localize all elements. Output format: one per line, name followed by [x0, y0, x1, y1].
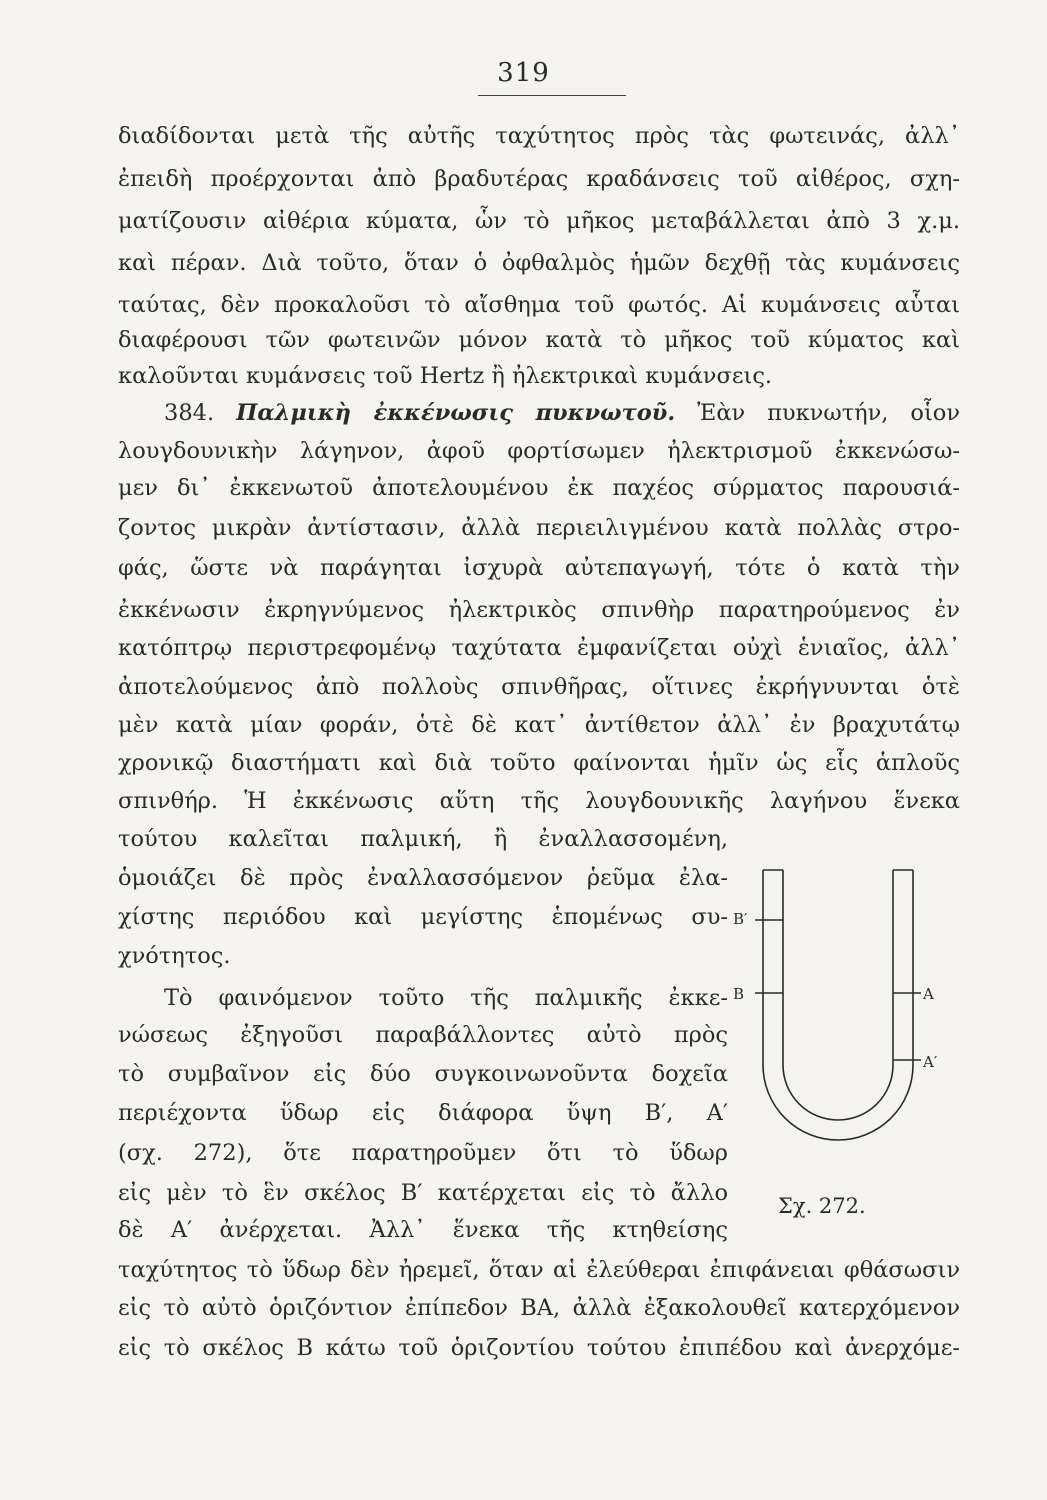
text-line: διαδίδονται μετὰ τῆς αὐτῆς ταχύτητος πρὸς τὰς φωτεινάς, ἀλλ᾽: [118, 123, 960, 149]
text-line: περιέχοντα ὕδωρ εἰς διάφορα ὕψη Β′, Α′: [118, 1100, 728, 1126]
text-line: εἰς τὸ σκέλος Β κάτω τοῦ ὁριζοντίου τούτου ἐπιπέδου καὶ ἀνερχόμε-: [118, 1335, 960, 1361]
label-a-prime: Α′: [923, 1053, 938, 1071]
text-line: δὲ Α′ ἀνέρχεται. Ἀλλ᾽ ἕνεκα τῆς κτηθείσης: [118, 1217, 728, 1243]
text-line: νώσεως ἐξηγοῦσι παραβάλλοντες αὐτὸ πρὸς: [118, 1022, 728, 1048]
text-line: (σχ. 272), ὅτε παρατηροῦμεν ὅτι τὸ ὕδωρ: [118, 1140, 728, 1166]
text-line: χίστης περιόδου καὶ μεγίστης ἑπομένως συ-: [118, 904, 728, 930]
text-line: λουγδουνικὴν λάγηνον, ἀφοῦ φορτίσωμεν ἠλεκτρισμοῦ ἐκκενώσω-: [118, 438, 960, 464]
section-first-line: Ἐὰν πυκνωτήν, οἷον: [697, 400, 960, 426]
text-line: ἀποτελούμενος ἀπὸ πολλοὺς σπινθῆρας, οἵτινες ἐκρήγνυνται ὁτὲ: [118, 674, 960, 700]
text-line: ὁμοιάζει δὲ πρὸς ἐναλλασσόμενον ῥεῦμα ἐλα-: [118, 865, 728, 891]
text-line: ταχύτητος τὸ ὕδωρ δὲν ἠρεμεῖ, ὅταν αἱ ἐλεύθεραι ἐπιφάνειαι φθάσωσιν: [118, 1257, 960, 1283]
text-line: εἰς μὲν τὸ ἓν σκέλος Β′ κατέρχεται εἰς τὸ ἄλλο: [118, 1180, 728, 1206]
text-line: ἐπειδὴ προέρχονται ἀπὸ βραδυτέρας κραδάνσεις τοῦ αἰθέρος, σχη-: [118, 166, 960, 192]
text-line: χρονικῷ διαστήματι καὶ διὰ τοῦτο φαίνονται ἡμῖν ὡς εἷς ἁπλοῦς: [118, 750, 960, 776]
text-line: ταύτας, δὲν προκαλοῦσι τὸ αἴσθημα τοῦ φωτός. Αἱ κυμάνσεις αὗται: [118, 292, 960, 318]
u-tube-drawing: [725, 860, 950, 1160]
page-number: 319: [497, 58, 550, 88]
figure-u-tube: [725, 860, 950, 1230]
text-line: τὸ συμβαῖνον εἰς δύο συγκοινωνοῦντα δοχεῖα: [118, 1061, 728, 1087]
text-line: καλοῦνται κυμάνσεις τοῦ Hertz ἢ ἠλεκτρικαὶ κυμάνσεις.: [118, 363, 773, 389]
section-heading-line: [118, 395, 960, 431]
text-line: σπινθήρ. Ἡ ἐκκένωσις αὕτη τῆς λουγδουνικῆς λαγήνου ἕνεκα: [118, 788, 960, 814]
label-a: Α: [923, 985, 934, 1003]
text-line: μεν δι᾽ ἐκκενωτοῦ ἀποτελουμένου ἐκ παχέος σύρματος παρουσιά-: [118, 475, 960, 501]
text-line: ἐκκένωσιν ἐκρηγνύμενος ἠλεκτρικὸς σπινθὴρ παρατηρούμενος ἐν: [118, 597, 960, 623]
text-line: εἰς τὸ αὐτὸ ὁριζόντιον ἐπίπεδον ΒΑ, ἀλλὰ ἐξακολουθεῖ κατερχόμενον: [118, 1295, 960, 1321]
text-line: μὲν κατὰ μίαν φοράν, ὁτὲ δὲ κατ᾽ ἀντίθετον ἀλλ᾽ ἐν βραχυτάτῳ: [118, 712, 960, 738]
text-line: ζοντος μικρὰν ἀντίστασιν, ἀλλὰ περιειλιγμένου κατὰ πολλὰς στρο-: [118, 515, 960, 541]
text-line: τούτου καλεῖται παλμική, ἢ ἐναλλασσομένη,: [118, 826, 728, 852]
section-number: 384.: [164, 400, 215, 426]
header-rule: [478, 95, 626, 96]
text-line: Τὸ φαινόμενον τοῦτο τῆς παλμικῆς ἐκκε-: [164, 985, 728, 1011]
figure-caption: Σχ. 272.: [778, 1194, 866, 1218]
text-line: φάς, ὥστε νὰ παράγηται ἰσχυρὰ αὐτεπαγωγή, τότε ὁ κατὰ τὴν: [118, 555, 960, 581]
text-line: χνότητος.: [118, 943, 231, 969]
section-title: Παλμικὴ ἐκκένωσις πυκνωτοῦ.: [236, 400, 676, 426]
text-line: διαφέρουσι τῶν φωτεινῶν μόνον κατὰ τὸ μῆκος τοῦ κύματος καὶ: [118, 327, 960, 353]
text-line: ματίζουσιν αἰθέρια κύματα, ὧν τὸ μῆκος μεταβάλλεται ἀπὸ 3 χ.μ.: [118, 208, 960, 234]
label-b-prime: Β′: [733, 910, 748, 928]
text-line: κατόπτρῳ περιστρεφομένῳ ταχύτατα ἐμφανίζεται οὐχὶ ἑνιαῖος, ἀλλ᾽: [118, 635, 960, 661]
label-b: Β: [733, 985, 745, 1003]
text-line: καὶ πέραν. Διὰ τοῦτο, ὅταν ὁ ὀφθαλμὸς ἡμῶν δεχθῇ τὰς κυμάνσεις: [118, 250, 960, 276]
